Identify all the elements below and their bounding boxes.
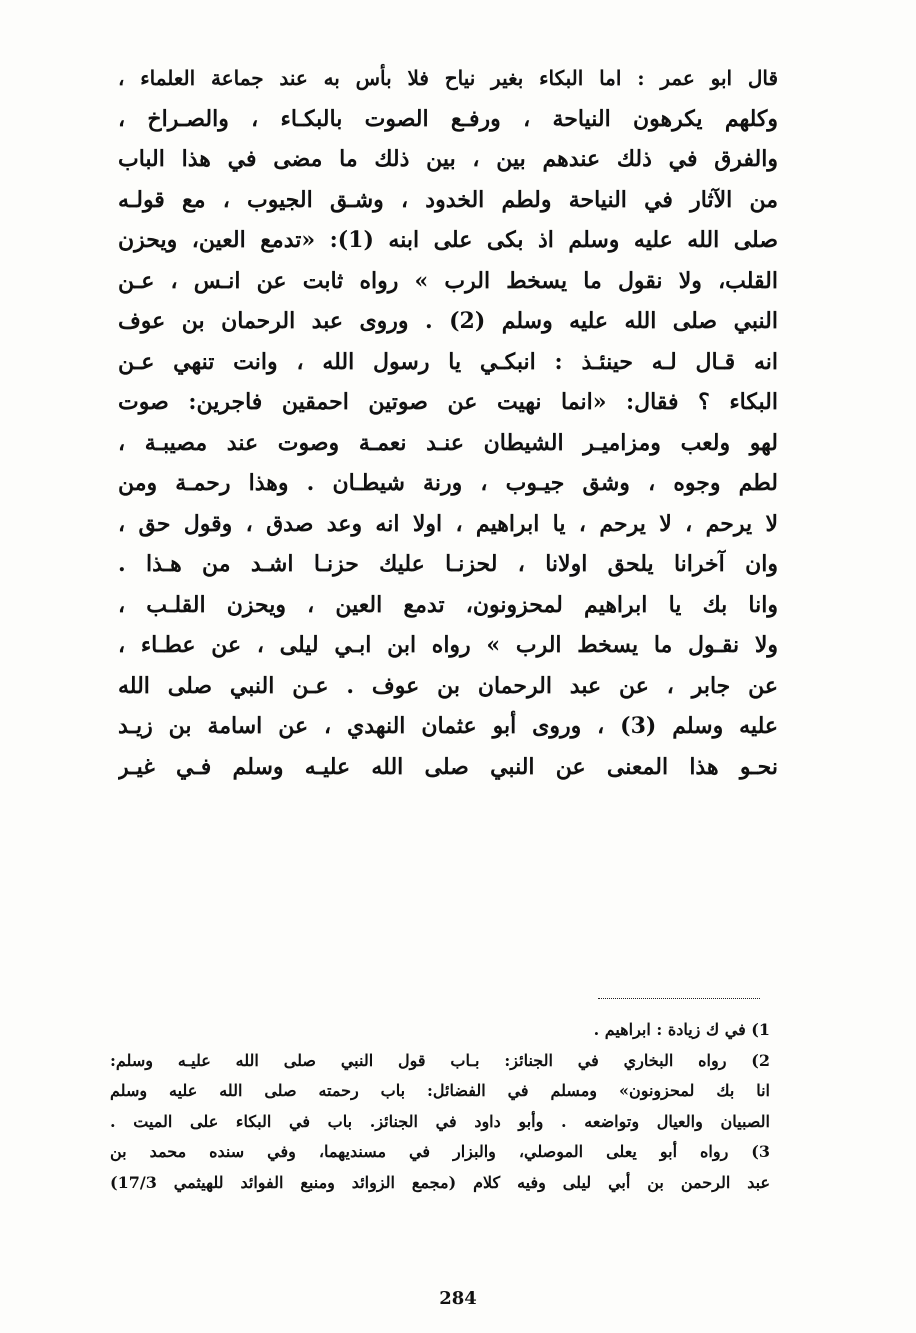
text-line: من الآثار في النياحة ولطم الخدود ، وشـق الجيوب ، مع قولـه — [118, 186, 778, 213]
text-line: لطم وجوه ، وشق جيـوب ، ورنة شيطـان . وهذا رحمـة ومن — [118, 470, 778, 496]
text-line: وانا بك يا ابراهيم لمحزونون، تدمع العين ، ويحزن القلـب ، — [118, 591, 778, 618]
text-line: وان آخرانا يلحق اولانا ، لحزنـا عليك حزنـا اشـد من هـذا . — [118, 551, 778, 577]
main-text-block — [118, 58, 778, 787]
text-line: البكاء ؟ فقال: «انما نهيت عن صوتين احمقين فاجرين: صوت — [118, 389, 778, 415]
footnote-line: 1) في ك زيادة : ابراهيم . — [593, 1020, 770, 1039]
text-line: القلب، ولا نقول ما يسخط الرب » رواه ثابت عن انـس ، عـن — [118, 267, 778, 294]
text-line: صلى الله عليه وسلم اذ بكى على ابنه (1): «تدمع العين، ويحزن — [118, 227, 778, 253]
footnote-separator — [598, 998, 760, 999]
footnotes-block — [110, 1015, 770, 1198]
page-number: 284 — [439, 1288, 477, 1309]
text-line: نحـو هذا المعنى عن النبي صلى الله عليـه وسلم فـي غيـر — [118, 753, 778, 780]
footnote-line: الصبيان والعيال وتواضعه . وأبو داود في الجنائز. باب في البكاء على الميت . — [110, 1111, 770, 1131]
footnote-line: عبد الرحمن بن أبي ليلى وفيه كلام (مجمع الزوائد ومنبع الفوائد للهيثمي 17/3) — [110, 1172, 770, 1192]
text-line: قال ابو عمر : اما البكاء بغير نياح فلا بأس به عند جماعة العلماء ، — [118, 66, 778, 90]
text-line: عن جابر ، عن عبد الرحمان بن عوف . عـن النبي صلى الله — [118, 672, 778, 699]
text-line: لا يرحم ، لا يرحم ، يا ابراهيم ، اولا انه وعد صدق ، وقول حق ، — [118, 510, 778, 537]
footnote-line: 3) رواه أبو يعلى الموصلي، والبزار في مسنديهما، وفي سنده محمد بن — [110, 1142, 770, 1161]
text-line: والفرق في ذلك عندهم بين ، بين ذلك ما مضى في هذا الباب — [118, 146, 778, 172]
text-line: عليه وسلم (3) ، وروى أبو عثمان النهدي ، عن اسامة بن زيـد — [118, 713, 778, 739]
footnote-line: 2) رواه البخاري في الجنائز: بـاب قول النبي صلى الله عليـه وسلم: — [110, 1050, 770, 1070]
text-line: انه قـال لـه حينئـذ : انبكـي يا رسول الله ، وانت تنهي عـن — [118, 348, 778, 375]
text-line: ولا نقـول ما يسخط الرب » رواه ابن ابـي ليلى ، عن عطـاء ، — [118, 632, 778, 658]
footnote-line: انا بك لمحزونون» ومسلم في الفضائل: باب رحمته صلى الله عليه وسلم — [110, 1081, 770, 1100]
text-line: لهو ولعب ومزاميـر الشيطان عنـد نعمـة وصوت عند مصيبـة ، — [118, 429, 778, 456]
text-line: النبي صلى الله عليه وسلم (2) . وروى عبد الرحمان بن عوف — [118, 308, 778, 334]
text-line: وكلهم يكرهون النياحة ، ورفـع الصوت بالبكـاء ، والصـراخ ، — [118, 105, 778, 132]
